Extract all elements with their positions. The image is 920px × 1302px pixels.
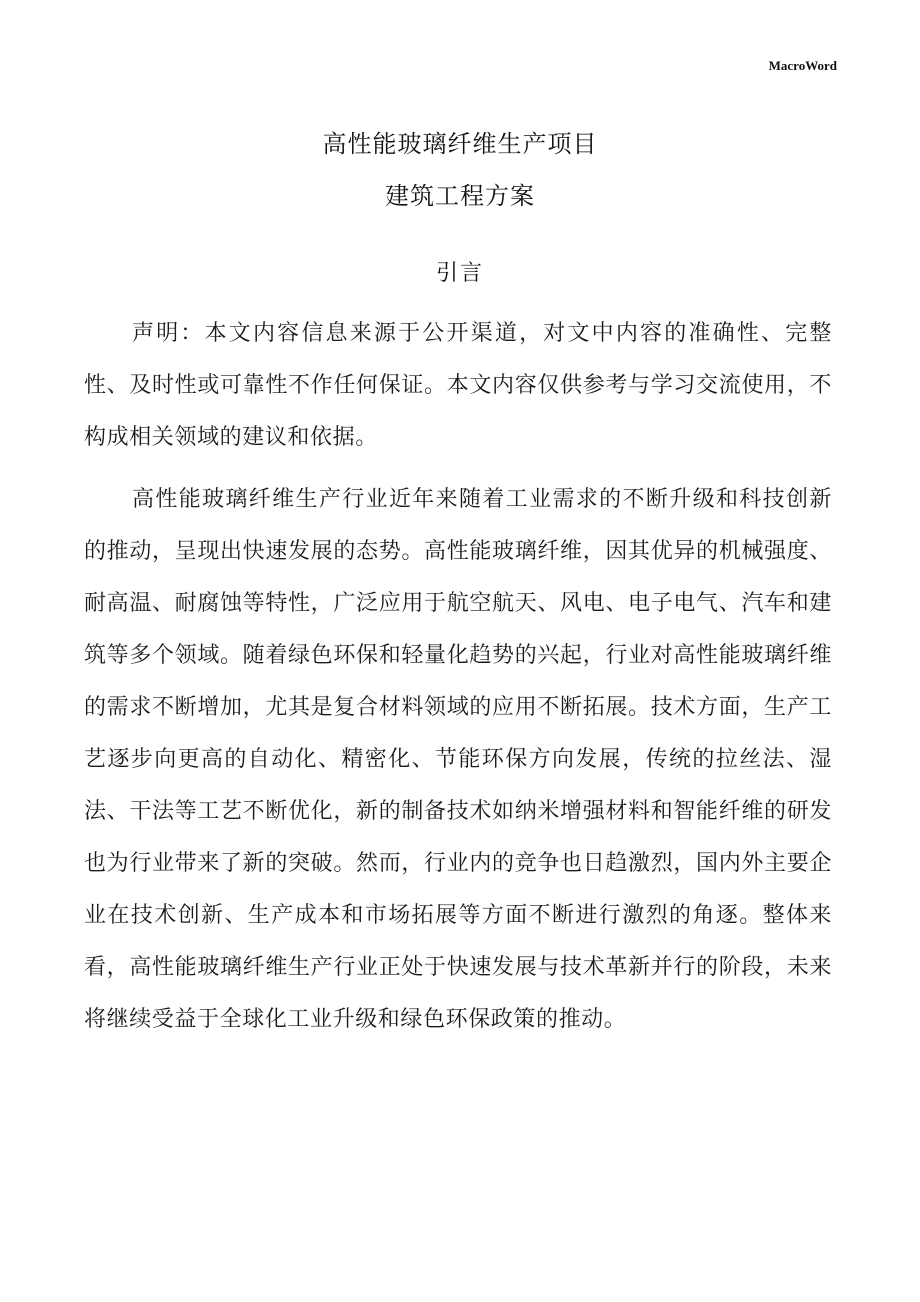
section-heading-intro: 引言	[435, 261, 484, 286]
industry-overview-paragraph: 高性能玻璃纤维生产行业近年来随着工业需求的不断升级和科技创新的推动，呈现出快速发展的态势。高性能玻璃纤维，因其优异的机械强度、耐高温、耐腐蚀等特性，广泛应用于航空航天、风电、电子电气、汽车和建筑等多个领域。随着绿色环保和轻量化趋势的兴起，行业对高性能玻璃纤维的需求不断增加，尤其是复合材料领域的应用不断拓展。技术方面，生产工艺逐步向更高的自动化、精密化、节能环保方向发展，传统的拉丝法、湿法、干法等工艺不断优化，新的制备技术如纳米增强材料和智能纤维的研发也为行业带来了新的突破。然而，行业内的竞争也日趋激烈，国内外主要企业在技术创新、生产成本和市场拓展等方面不断进行激烈的角逐。整体来看，高性能玻璃纤维生产行业正处于快速发展与技术革新并行的阶段，未来将继续受益于全球化工业升级和绿色环保政策的推动。	[84, 487, 832, 1032]
disclaimer-paragraph: 声明：本文内容信息来源于公开渠道，对文中内容的准确性、完整性、及时性或可靠性不作任何保证。本文内容仅供参考与学习交流使用，不构成相关领域的建议和依据。	[84, 321, 832, 450]
header-brand: MacroWord	[768, 58, 837, 73]
document-title-line-2: 建筑工程方案	[385, 182, 535, 210]
document-title-line-1: 高性能玻璃纤维生产项目	[322, 130, 598, 158]
